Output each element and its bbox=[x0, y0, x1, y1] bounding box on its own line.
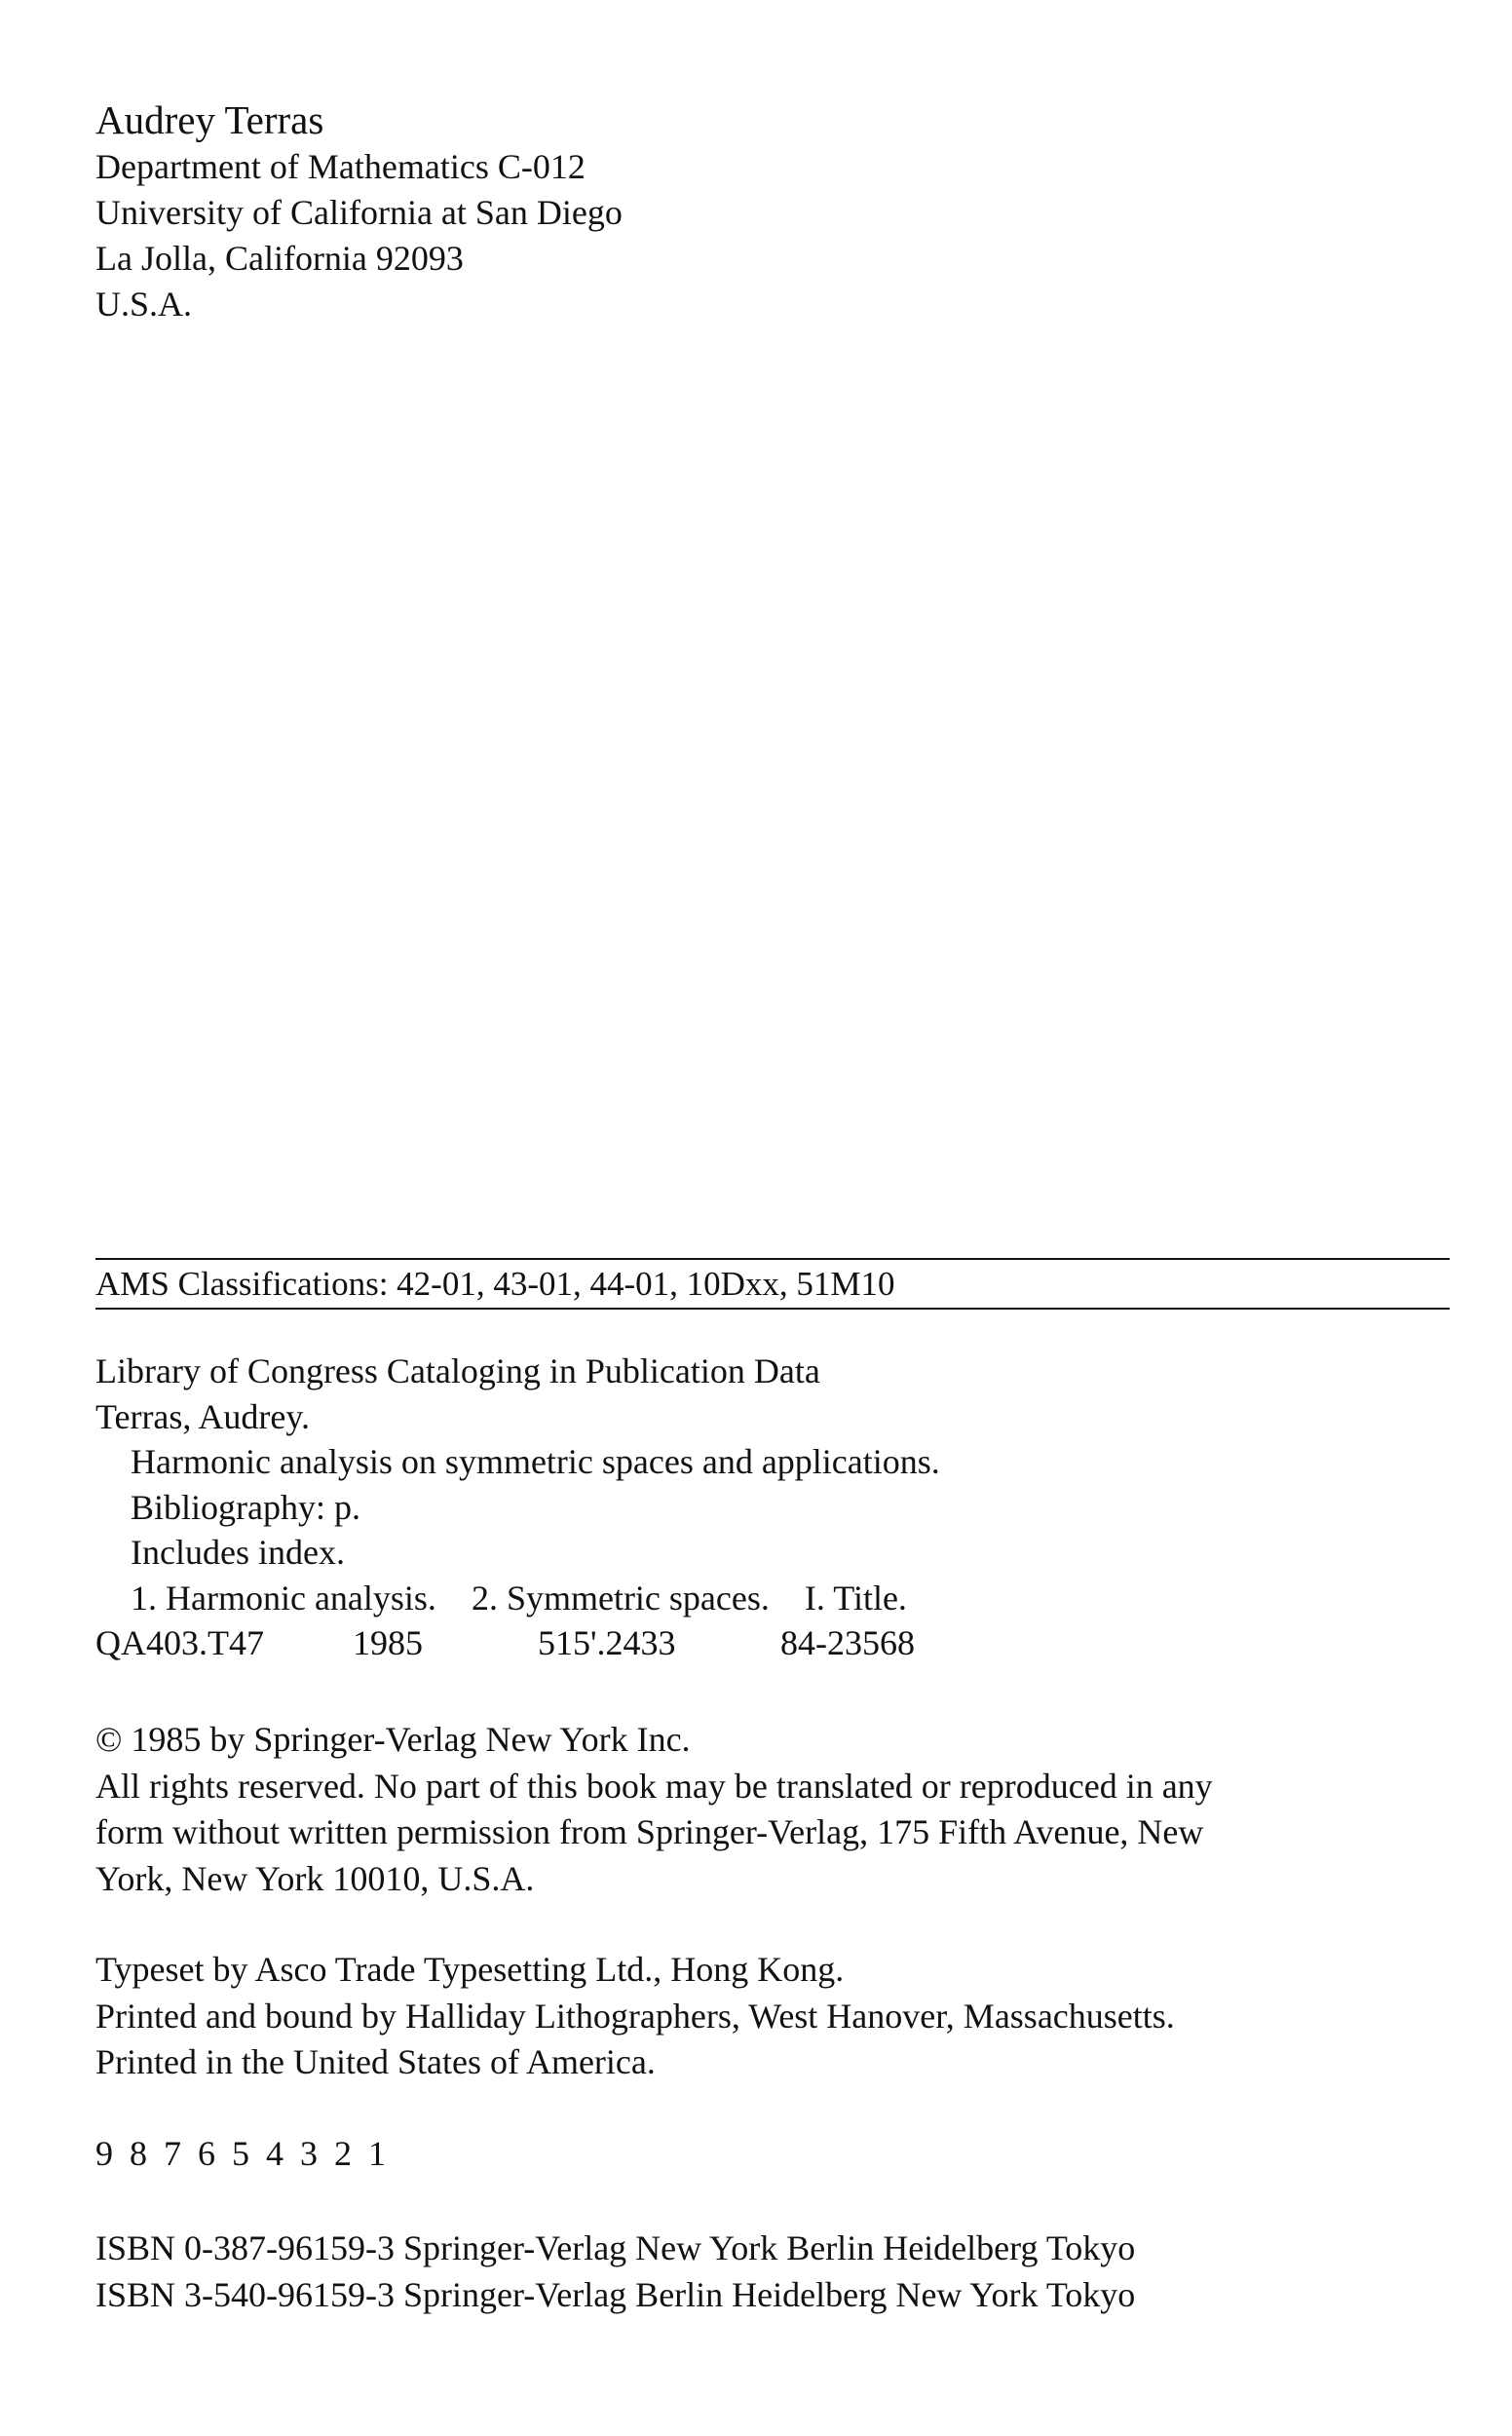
cip-call-number: QA403.T47 bbox=[95, 1623, 264, 1662]
author-name: Audrey Terras bbox=[95, 97, 324, 142]
ams-classifications: AMS Classifications: 42-01, 43-01, 44-01, 10Dxx, 51M10 bbox=[95, 1265, 895, 1303]
printing-number: 5 bbox=[232, 2134, 249, 2173]
rule-bottom bbox=[95, 1308, 1450, 1310]
isbn-line: ISBN 3-540-96159-3 Springer-Verlag Berlin Heidelberg New York Tokyo bbox=[95, 2274, 1136, 2314]
copyright-line: All rights reserved. No part of this book may be translated or reproduced in any bbox=[95, 1766, 1213, 1806]
cip-title: Harmonic analysis on symmetric spaces and applications. bbox=[131, 1442, 940, 1481]
author-block bbox=[95, 95, 623, 327]
printing-number-line bbox=[95, 2131, 402, 2177]
printing-number: 9 bbox=[95, 2134, 113, 2173]
isbn-block bbox=[95, 2226, 1135, 2318]
copyright-notice bbox=[95, 1717, 1213, 1902]
copyright-line: York, New York 10010, U.S.A. bbox=[95, 1858, 535, 1898]
cip-lccn: 84-23568 bbox=[780, 1623, 915, 1662]
address-line: Department of Mathematics C-012 bbox=[95, 147, 586, 186]
address-line: University of California at San Diego bbox=[95, 193, 623, 232]
printing-number: 6 bbox=[198, 2134, 215, 2173]
cip-bibliography: Bibliography: p. bbox=[131, 1487, 360, 1527]
printing-number: 3 bbox=[300, 2134, 318, 2173]
copyright-line: © 1985 by Springer-Verlag New York Inc. bbox=[95, 1720, 691, 1759]
copyright-line: form without written permission from Springer-Verlag, 175 Fifth Avenue, New bbox=[95, 1812, 1204, 1851]
printing-line: Printed in the United States of America. bbox=[95, 2042, 656, 2081]
printing-number: 4 bbox=[266, 2134, 284, 2173]
address-line: U.S.A. bbox=[95, 285, 193, 324]
cip-year: 1985 bbox=[353, 1623, 423, 1662]
printing-number: 1 bbox=[368, 2134, 386, 2173]
cip-subjects bbox=[95, 1576, 940, 1621]
printing-line: Typeset by Asco Trade Typesetting Ltd., Hong Kong. bbox=[95, 1950, 845, 1989]
printing-line: Printed and bound by Halliday Lithographers, West Hanover, Massachusetts. bbox=[95, 1996, 1175, 2036]
cip-subject: I. Title. bbox=[804, 1578, 907, 1618]
printing-number: 7 bbox=[164, 2134, 181, 2173]
printing-number: 2 bbox=[334, 2134, 352, 2173]
cip-subject: 1. Harmonic analysis. bbox=[131, 1578, 436, 1618]
cip-author: Terras, Audrey. bbox=[95, 1396, 311, 1436]
cip-dewey: 515'.2433 bbox=[538, 1623, 676, 1662]
cip-index: Includes index. bbox=[131, 1533, 345, 1572]
printing-info bbox=[95, 1947, 1175, 2086]
cataloging-data bbox=[95, 1349, 940, 1666]
cip-call-row bbox=[95, 1620, 940, 1666]
isbn-line: ISBN 0-387-96159-3 Springer-Verlag New York Berlin Heidelberg Tokyo bbox=[95, 2228, 1136, 2267]
printing-number: 8 bbox=[130, 2134, 147, 2173]
rule-top bbox=[95, 1258, 1450, 1260]
address-line: La Jolla, California 92093 bbox=[95, 239, 464, 278]
cip-subject: 2. Symmetric spaces. bbox=[471, 1578, 770, 1618]
cip-heading: Library of Congress Cataloging in Publication Data bbox=[95, 1351, 820, 1390]
